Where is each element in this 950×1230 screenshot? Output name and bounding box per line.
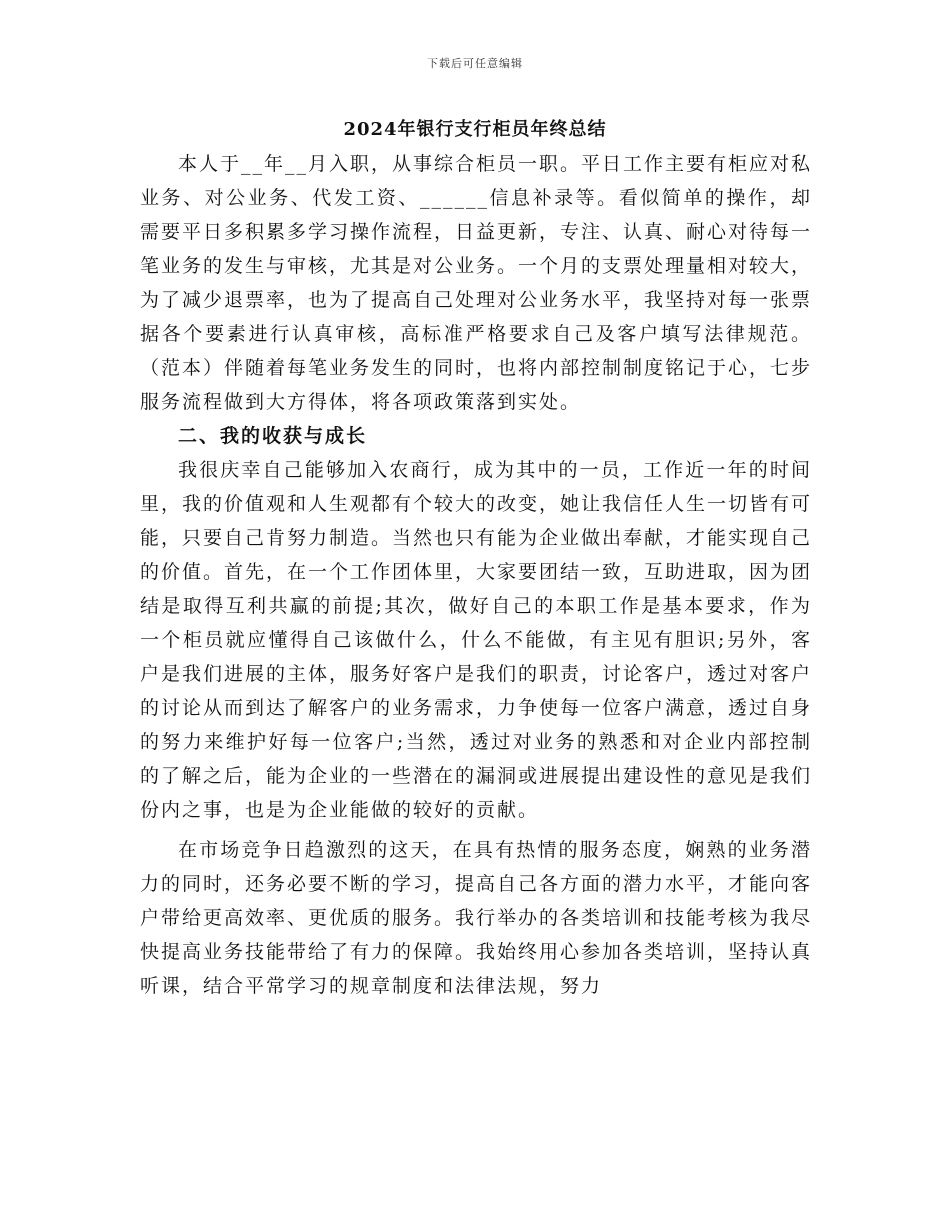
paragraph-intro: 本人于__年__月入职，从事综合柜员一职。平日工作主要有柜应对私业务、对公业务、代发工资、______信息补录等。看似简单的操作，却需要平日多积累多学习操作流程，日益更新，专注、认真、耐心对待每一笔业务的发生与审核，尤其是对公业务。一个月的支票处理量相对较大，为了减少退票率，也为了提高自己处理对公业务水平，我坚持对每一张票据各个要素进行认真审核，高标准严格要求自己及客户填写法律规范。（范本）伴随着每笔业务发生的同时，也将内部控制制度铭记于心，七步服务流程做到大方得体，将各项政策落到实处。: [140, 153, 813, 413]
paragraph-learning: 在市场竞争日趋激烈的这天，在具有热情的服务态度，娴熟的业务潜力的同时，还务必要不断的学习，提高自己各方面的潜力水平，才能向客户带给更高效率、更优质的服务。我行举办的各类培训和技能考核为我尽快提高业务技能带给了有力的保障。我始终用心参加各类培训，坚持认真听课，结合平常学习的规章制度和法律法规，努力: [140, 839, 813, 997]
paragraph-gains: 我很庆幸自己能够加入农商行，成为其中的一员，工作近一年的时间里，我的价值观和人生观都有个较大的改变，她让我信任人生一切皆有可能，只要自己肯努力制造。当然也只有能为企业做出奉献，才能实现自己的价值。首先，在一个工作团体里，大家要团结一致，互助进取，因为团结是取得互利共赢的前提;其次，做好自己的本职工作是基本要求，作为一个柜员就应懂得自己该做什么，什么不能做，有主见有胆识;另外，客户是我们进展的主体，服务好客户是我们的职责，讨论客户，透过对客户的讨论从而到达了解客户的业务需求，力争使每一位客户满意，透过自身的努力来维护好每一位客户;当然，透过对业务的熟悉和对企业内部控制的了解之后，能为企业的一些潜在的漏洞或进展提出建设性的意见是我们份内之事，也是为企业能做的较好的贡献。: [140, 459, 813, 821]
section-heading-gains: 二、我的收获与成长: [178, 425, 368, 447]
document-body: [140, 147, 812, 1003]
document-title: 2024年银行支行柜员年终总结: [343, 119, 607, 140]
header-note: 下载后可任意编辑: [427, 57, 523, 70]
